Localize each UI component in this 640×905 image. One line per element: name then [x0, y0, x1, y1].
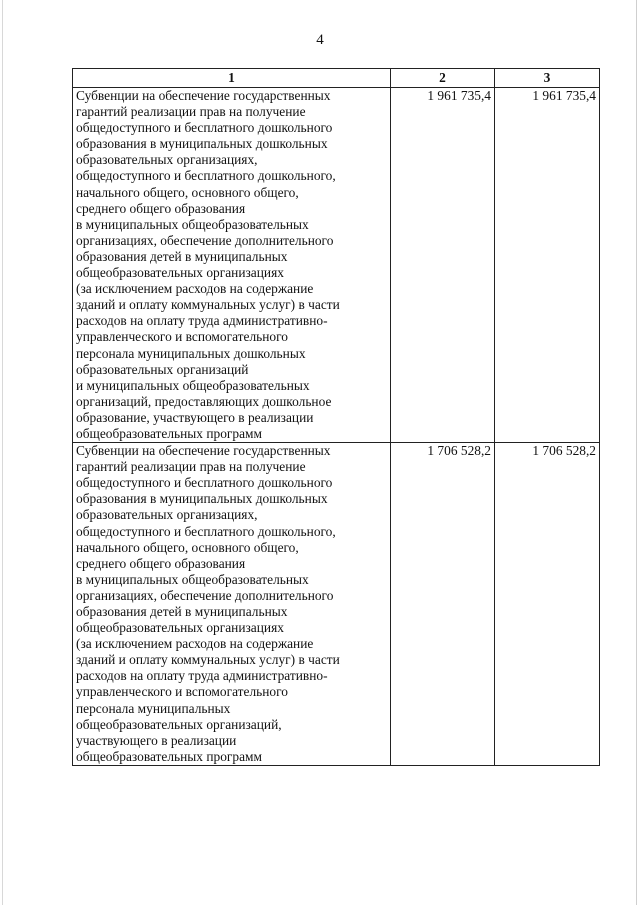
row-description: Субвенции на обеспечение государственных гарантий реализации прав на получение общедоступного и бесплатного дошкольного образования в муниципальных дошкольных образовательных организациях, общедоступного и бесплатного дошкольного, начального общего, основного общего, среднего общего образования в муниципальных общеобразовательных организациях, обеспечение дополнительного образования детей в муниципальных общеобразовательных организациях (за исключением расходов на содержание зданий и оплату коммунальных услуг) в части расходов на оплату труда административно- управленческого и вспомогательного персонала муниципальных дошкольных образовательных организаций и муниципальных общеобразовательных организаций, предоставляющих дошкольное образование, участвующего в реализации общеобразовательных программ: [73, 88, 391, 443]
scan-edge-left: [2, 0, 3, 905]
table-row: [73, 443, 600, 766]
column-header-2: 2: [391, 69, 495, 88]
table-row: [73, 88, 600, 443]
row-amount-col3: 1 961 735,4: [495, 88, 600, 443]
page-number: 4: [316, 32, 324, 48]
row-description: Субвенции на обеспечение государственных гарантий реализации прав на получение общедоступного и бесплатного дошкольного образования в муниципальных дошкольных образовательных организациях, общедоступного и бесплатного дошкольного, начального общего, основного общего, среднего общего образования в муниципальных общеобразовательных организациях, обеспечение дополнительного образования детей в муниципальных общеобразовательных организациях (за исключением расходов на содержание зданий и оплату коммунальных услуг) в части расходов на оплату труда административно- управленческого и вспомогательного персонала муниципальных общеобразовательных организаций, участвующего в реализации общеобразовательных программ: [73, 443, 391, 766]
row-amount-col2: 1 961 735,4: [391, 88, 495, 443]
table-header-row: [73, 69, 600, 88]
row-amount-col2: 1 706 528,2: [391, 443, 495, 766]
budget-table: [72, 68, 600, 766]
row-amount-col3: 1 706 528,2: [495, 443, 600, 766]
column-header-3: 3: [495, 69, 600, 88]
column-header-1: 1: [73, 69, 391, 88]
scan-edge-right: [636, 0, 637, 905]
